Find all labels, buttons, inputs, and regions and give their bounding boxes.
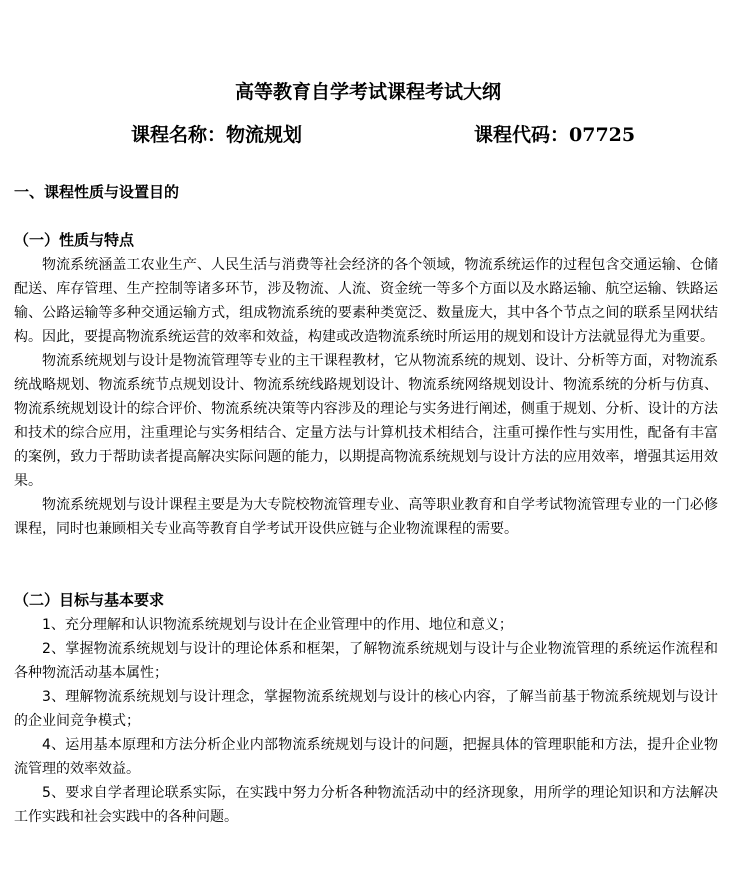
course-name: 课程名称：物流规划 (131, 124, 303, 146)
list-item: 5、要求自学者理论联系实际，在实践中努力分析各种物流活动中的经济现象，用所学的理论知识和方法解决工作实践和社会实践中的各种问题。 (14, 785, 718, 825)
document-title: 高等教育自学考试课程考试大纲 (234, 81, 501, 103)
course-info-line (0, 122, 736, 148)
list-item: 2、掌握物流系统规划与设计的理论体系和框架，了解物流系统规划与设计与企业物流管理的系统运作流程和各种物流活动基本属性； (14, 641, 718, 681)
course-code: 课程代码：07725 (474, 124, 636, 146)
paragraph: 物流系统规划与设计课程主要是为大专院校物流管理专业、高等职业教育和自学考试物流管理专业的一门必修课程，同时也兼顾相关专业高等教育自学考试开设供应链与企业物流课程的需要。 (14, 497, 718, 537)
list-item: 3、理解物流系统规划与设计理念，掌握物流系统规划与设计的核心内容，了解当前基于物流系统规划与设计的企业间竞争模式； (14, 689, 718, 729)
list-item: 4、运用基本原理和方法分析企业内部物流系统规划与设计的问题，把握具体的管理职能和方法，提升企业物流管理的效率效益。 (14, 737, 718, 777)
paragraph: 物流系统涵盖工农业生产、人民生活与消费等社会经济的各个领域，物流系统运作的过程包含交通运输、仓储配送、库存管理、生产控制等诸多环节，涉及物流、人流、资金统一等多个方面以及水路运输、航空运输、铁路运输、公路运输等多种交通运输方式，组成物流系统的要素种类宽泛、数量庞大，其中各个节点之间的联系呈网状结构。因此，要提高物流系统运营的效率和效益，构建或改造物流系统时所运用的规划和设计方法就显得尤为重要。 (14, 257, 718, 345)
subsection-heading-goals-requirements: （二）目标与基本要求 (14, 591, 165, 609)
paragraph: 物流系统规划与设计是物流管理等专业的主干课程教材，它从物流系统的规划、设计、分析等方面，对物流系统战略规划、物流系统节点规划设计、物流系统线路规划设计、物流系统网络规划设计、物流系统的分析与仿真、物流系统规划设计的综合评价、物流系统决策等内容涉及的理论与实务进行阐述，侧重于规划、分析、设计的方法和技术的综合应用，注重理论与实务相结合、定量方法与计算机技术相结合，注重可操作性与实用性，配备有丰富的案例，致力于帮助读者提高解决实际问题的能力，以期提高物流系统规划与设计方法的应用效率，增强其运用效果。 (14, 353, 718, 489)
section-heading-course-nature: 一、课程性质与设置目的 (14, 183, 180, 201)
list-item: 1、充分理解和认识物流系统规划与设计在企业管理中的作用、地位和意义； (42, 617, 513, 633)
subsection-heading-nature-features: （一）性质与特点 (14, 231, 135, 249)
goals-requirements-list (14, 613, 718, 829)
nature-features-body (14, 253, 718, 541)
